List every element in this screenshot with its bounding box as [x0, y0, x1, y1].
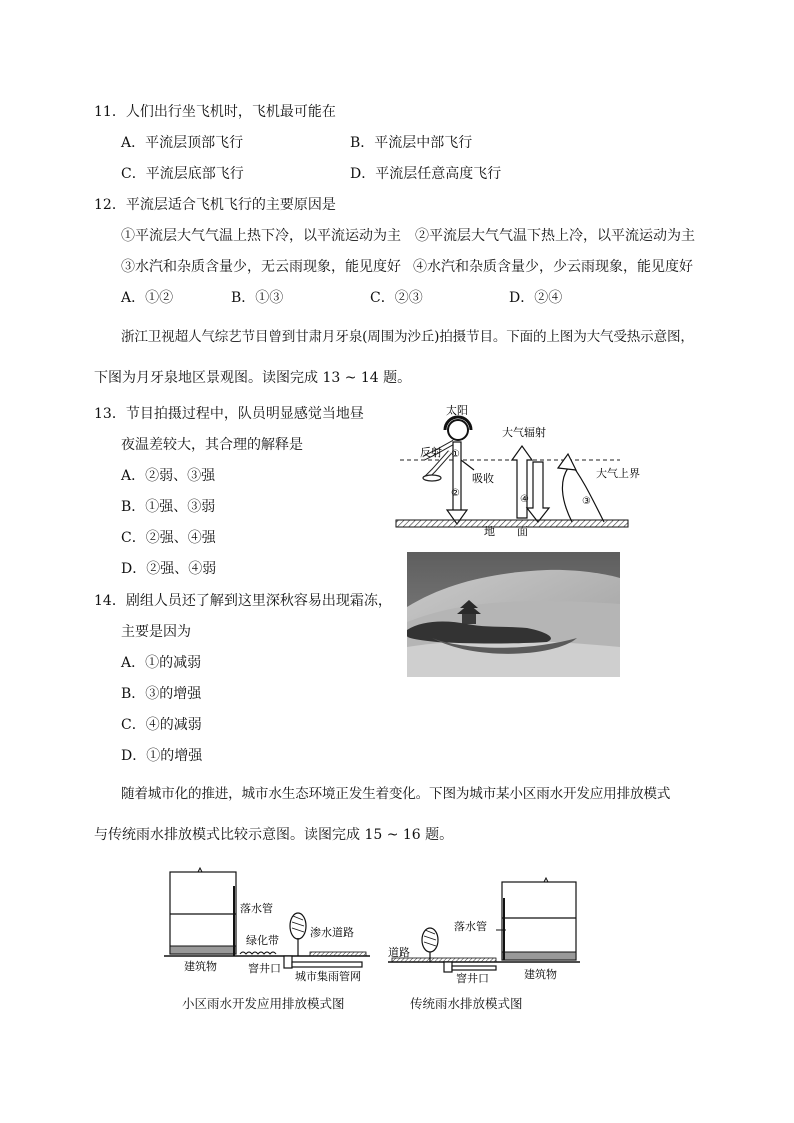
q12-statement-1: ①平流层大气气温上热下冷，以平流运动为主 [121, 228, 401, 244]
left-building [170, 872, 236, 954]
sun-label: 太阳 [446, 404, 468, 417]
right-building-label: 建筑物 [524, 968, 557, 981]
left-building-label: 建筑物 [184, 960, 217, 973]
right-downpipe-label: 落水管 [454, 920, 487, 933]
q13-option-c: C．②强、④强 [121, 530, 216, 546]
q12-option-c: C．②③ [370, 290, 423, 306]
right-manhole-label: 窨井口 [456, 972, 489, 985]
atm-top-label: 大气上界 [596, 467, 640, 480]
label-1: ① [451, 449, 460, 460]
q11-stem: 11．人们出行坐飞机时，飞机最可能在 [94, 104, 336, 120]
q11-option-a: A．平流层顶部飞行 [121, 135, 244, 151]
label-4: ④ [520, 494, 529, 505]
q12-option-a: A．①② [121, 290, 174, 306]
q14-stem-line2: 主要是因为 [121, 624, 191, 640]
left-caption: 小区雨水开发应用排放模式图 [182, 996, 345, 1011]
q12-statement-4: ④水汽和杂质含量少，少云雨现象，能见度好 [413, 259, 693, 275]
label-2: ② [451, 488, 460, 499]
right-caption: 传统雨水排放模式图 [410, 996, 523, 1011]
q13-option-a: A．②弱、③强 [121, 468, 216, 484]
pipe-network-label: 城市集雨管网 [295, 970, 361, 983]
q12-stem: 12．平流层适合飞机飞行的主要原因是 [94, 197, 336, 213]
left-manhole-label: 窨井口 [248, 962, 281, 975]
atm-radiation-label: 大气辐射 [502, 426, 546, 439]
crescent-lake-photo [407, 552, 620, 677]
q12-option-d: D．②④ [509, 290, 563, 306]
q12-statement-3: ③水汽和杂质含量少，无云雨现象，能见度好 [121, 259, 401, 275]
q13-stem-line1: 13．节目拍摄过程中，队员明显感觉当地昼 [94, 406, 364, 422]
label-3: ③ [582, 496, 591, 507]
left-downpipe-label: 落水管 [240, 902, 273, 915]
arrow-up [512, 446, 532, 518]
pipe-network [292, 962, 362, 967]
q13-stem-line2: 夜温差较大，其合理的解释是 [121, 437, 303, 453]
sun-icon [445, 417, 471, 440]
cloud-icon [423, 475, 441, 481]
q11-option-b: B．平流层中部飞行 [350, 135, 473, 151]
intro2-line1: 随着城市化的推进，城市水生态环境正发生着变化。下图为城市某小区雨水开发应用排放模式 [121, 786, 671, 802]
seep-road-label: 渗水道路 [310, 926, 354, 939]
intro1-line1: 浙江卫视超人气综艺节目曾到甘肃月牙泉(周围为沙丘)拍摄节目。下面的上图为大气受热示意图， [121, 329, 694, 345]
q13-option-b: B．①强、③弱 [121, 499, 216, 515]
absorb-label: 吸收 [472, 472, 494, 485]
left-manhole [284, 956, 292, 968]
q14-option-a: A．①的减弱 [121, 655, 202, 671]
traditional-drainage-diagram [384, 872, 584, 984]
atmospheric-heating-diagram [390, 398, 640, 538]
tree-icon [290, 913, 306, 956]
q14-option-c: C．④的减弱 [121, 717, 202, 733]
reflect-label: 反射 [420, 446, 442, 459]
intro1-line2: 下图为月牙泉地区景观图。读图完成 13 ~ 14 题。 [94, 370, 412, 386]
right-building [502, 882, 576, 960]
q14-stem-line1: 14．剧组人员还了解到这里深秋容易出现霜冻， [94, 593, 392, 609]
right-manhole [444, 962, 452, 972]
arrow-4 [527, 462, 549, 522]
q14-option-b: B．③的增强 [121, 686, 202, 702]
q14-option-d: D．①的增强 [121, 748, 203, 764]
q12-option-b: B．①③ [231, 290, 284, 306]
q12-statement-2: ②平流层大气气温下热上冷，以平流运动为主 [415, 228, 695, 244]
q11-option-c: C．平流层底部飞行 [121, 166, 244, 182]
q11-option-d: D．平流层任意高度飞行 [350, 166, 502, 182]
community-drainage-diagram [160, 866, 375, 984]
green-belt [240, 952, 276, 954]
ground-label: 地 面 [484, 525, 528, 538]
tree-icon [422, 928, 438, 962]
green-belt-label: 绿化带 [246, 934, 279, 947]
intro2-line2: 与传统雨水排放模式比较示意图。读图完成 15 ~ 16 题。 [94, 827, 454, 843]
arrow-3-head [558, 454, 576, 470]
road-label: 道路 [388, 946, 410, 959]
q13-option-d: D．②强、④弱 [121, 561, 217, 577]
